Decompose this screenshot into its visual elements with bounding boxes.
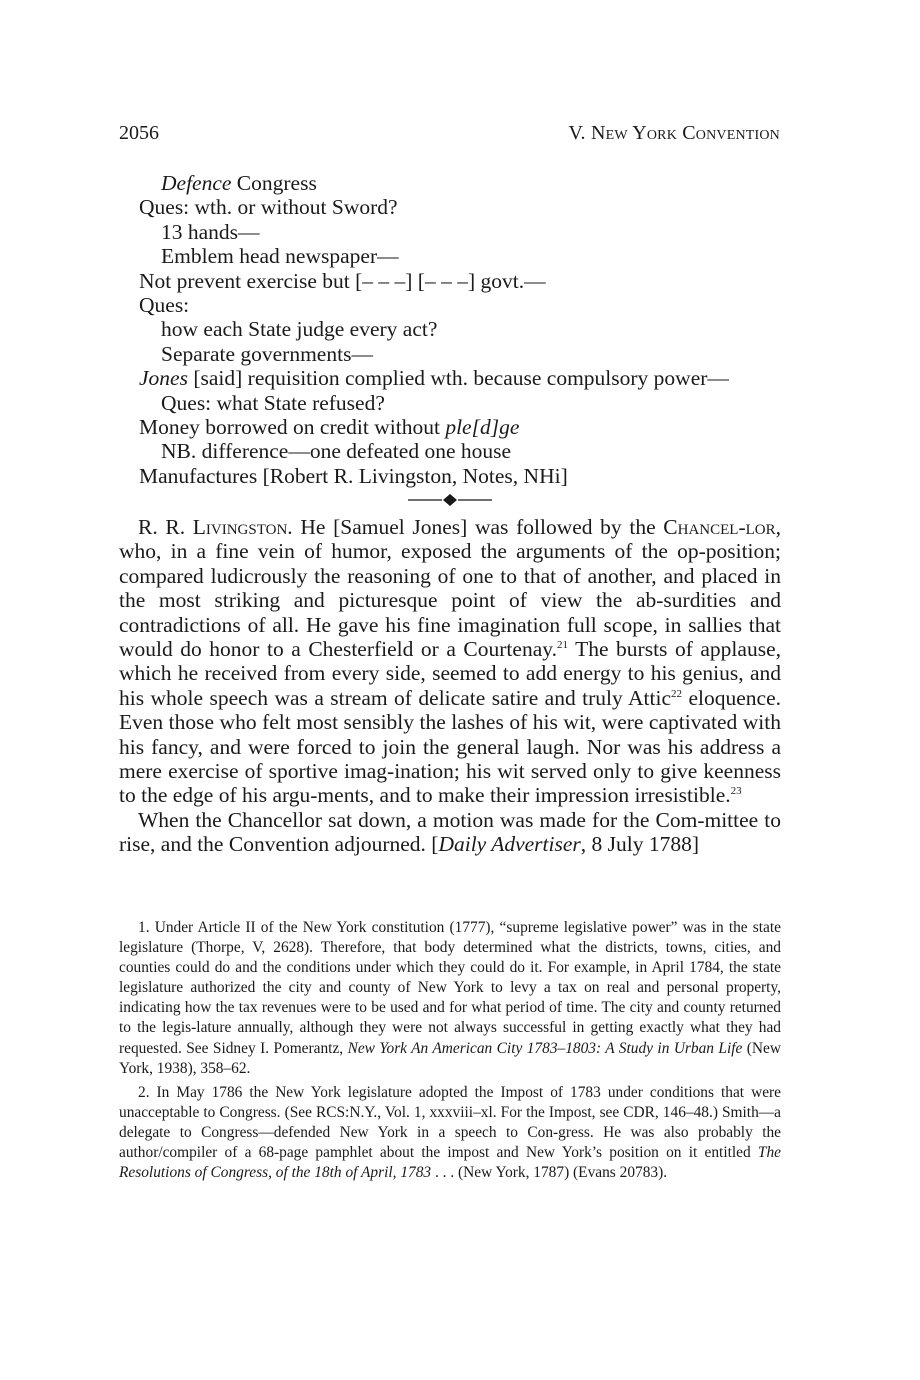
note-text: 13 hands— (161, 219, 260, 244)
note-text: Ques: (139, 293, 190, 318)
body-paragraph-2 (119, 808, 781, 857)
note-text: [said] requisition complied wth. because compulsory power— (187, 366, 729, 391)
running-head-title: New York Convention (590, 122, 780, 144)
note-line (139, 439, 799, 463)
body-paragraph-1 (119, 515, 781, 808)
body-text-run: , who, in a fine vein of humor, exposed the arguments of the op-position; compared ludicrously the reasoning of one to that of another, and placed in the most striking and picturesque point of view the ab-surdities and contradictions of all. He gave his fine imagination full scope, in sallies that would do honor to a Chesterfield or a Courtenay. (119, 515, 781, 662)
note-text: how each State judge every act? (161, 317, 438, 342)
speaker-name: Livingston (192, 515, 288, 539)
running-head-prefix: V. (568, 122, 591, 144)
note-italic: Defence (161, 171, 232, 195)
note-line (139, 342, 799, 366)
note-line (139, 317, 799, 341)
note-text: Money borrowed on credit without (139, 415, 446, 440)
manuscript-notes (139, 171, 799, 488)
footnote-1 (119, 918, 781, 1079)
note-text: Ques: wth. or without Sword? (139, 195, 398, 220)
note-line (139, 366, 799, 390)
footnote-ref-23: 23 (730, 785, 742, 798)
footnotes (119, 918, 781, 1187)
note-line (139, 244, 799, 268)
cited-title: The Resolutions of Congress, of the 18th of April, 1783 (119, 1144, 781, 1182)
note-text: Emblem head newspaper— (161, 244, 399, 269)
note-text: Not prevent exercise but [– – –] [– – –] govt.— (139, 268, 546, 293)
page-number: 2056 (119, 122, 159, 144)
body-text-run: , 8 July 1788] (580, 832, 699, 857)
note-italic: ple[d]ge (445, 415, 520, 440)
cited-title: New York An American City 1783–1803: A Study in Urban Life (347, 1039, 743, 1057)
note-line (139, 293, 799, 317)
footnote-text: . . . (New York, 1787) (Evans 20783). (431, 1164, 668, 1182)
note-line (139, 391, 799, 415)
body-text-run: The bursts of applause, which he received from every side, seemed to add energy to his genius, and his whole speech was a stream of delicate satire and truly Attic (119, 637, 781, 710)
footnote-text: 2. In May 1786 the New York legislature adopted the Impost of 1783 under conditions that were unacceptable to Congress. (See RCS:N.Y., Vol. 1, xxxviii–xl. For the Impost, see CDR, 146–48.) Smith—a delegate to Congress—defended New York in a speech to Con-gress. He was also probably the author/compiler of a 68-page pamphlet about the impost and New York’s position on it entitled (119, 1083, 781, 1162)
page-header (119, 122, 780, 145)
note-text: Ques: what State refused? (161, 390, 385, 415)
note-line (139, 195, 799, 219)
chancellor-small-caps: Chancel-lor (663, 515, 776, 539)
footnote-text: 1. Under Article II of the New York constitution (1777), “supreme legislative power” was in the state legislature (Thorpe, V, 2628). Therefore, that body determined what the districts, towns, cities, and counties could do and the conditions under which they could do it. For example, in April 1784, the state legislature authorized the city and county of New York to levy a tax on real and personal property, indicating how the tax revenues were to be used and for what period of time. The city and county returned to the legis-lature annually, although they were not always successful in getting exactly what they had requested. See Sidney I. Pomerantz, (119, 919, 781, 1057)
note-text: Separate governments— (161, 341, 373, 366)
speaker-prefix: R. R. (138, 515, 193, 539)
footnote-text: (New York, 1938), 358–62. (119, 1039, 781, 1077)
note-line (139, 171, 799, 195)
footnote-ref-21: 21 (556, 639, 568, 652)
body-text-run: . He [Samuel Jones] was followed by the (287, 515, 664, 539)
note-line (139, 415, 799, 439)
source-title: Daily Advertiser (438, 832, 581, 857)
note-text: Congress (231, 171, 317, 195)
note-text: NB. difference—one defeated one house (161, 439, 512, 464)
section-ornament-divider (408, 492, 492, 508)
body-text-run: When the Chancellor sat down, a motion was made for the Com-mittee to rise, and the Convention adjourned. [ (119, 807, 781, 857)
body-text-run: eloquence. Even those who felt most sensibly the lashes of his wit, were captivated with his fancy, and were forced to join the general laugh. Nor was his address a mere exercise of sportive imag-ination; his wit served only to give keenness to the edge of his argu-ments, and to make their impression irresistible. (119, 685, 781, 808)
body-text (119, 515, 781, 857)
note-line (139, 269, 799, 293)
note-italic: Jones (139, 366, 188, 391)
note-text: Manufactures [Robert R. Livingston, Notes, NHi] (139, 463, 568, 488)
note-line (139, 464, 799, 488)
note-line (139, 220, 799, 244)
footnote-ref-22: 22 (671, 687, 683, 700)
footnote-2 (119, 1083, 781, 1183)
running-head (568, 122, 780, 145)
